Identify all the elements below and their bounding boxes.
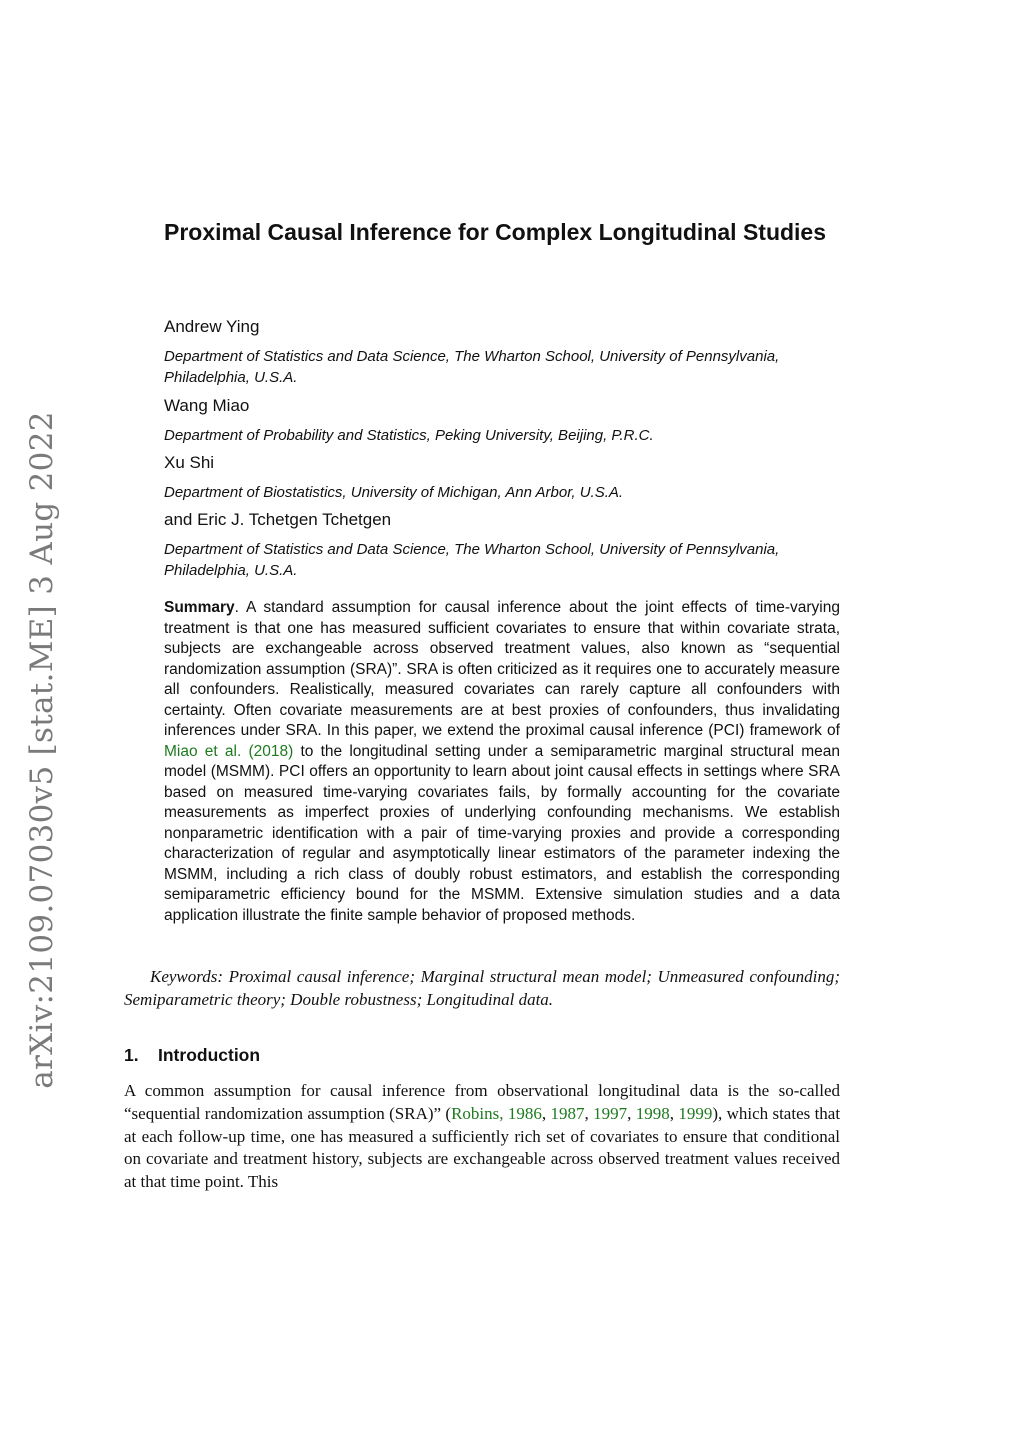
section-title: Introduction bbox=[158, 1045, 261, 1065]
intro-text: A common assumption for causal inference from observational longitudinal data is the so-called “sequential randomization assumption (SRA)” ( bbox=[124, 1081, 840, 1123]
citation-separator: , bbox=[627, 1103, 636, 1123]
intro-paragraph bbox=[124, 1080, 840, 1194]
paper-title: Proximal Causal Inference for Complex Longitudinal Studies bbox=[164, 219, 827, 245]
citation-link[interactable]: Miao et al. (2018) bbox=[164, 742, 294, 760]
citation-link[interactable]: 1998 bbox=[635, 1103, 670, 1123]
author-affiliation: Department of Statistics and Data Science, The Wharton School, University of Pennsylvania, Philadelphia, U.S.A. bbox=[164, 348, 780, 386]
citation-separator: , bbox=[669, 1103, 679, 1123]
abstract-text: . A standard assumption for causal inference about the joint effects of time-varying treatment is that one has measured sufficient covariates to ensure that within covariate strata, subjects are exchangeable across observed treatment values, also known as “sequential randomization assumption (SRA)”. SRA is often criticized as it requires one to accurately measure all confounders. Realistically, measured covariates can rarely capture all confounders with certainty. Often covariate measurements are at best proxies of confounders, thus invalidating inferences under SRA. In this paper, we extend the proximal causal inference (PCI) framework of bbox=[164, 599, 840, 739]
author-name: Andrew Ying bbox=[164, 317, 260, 336]
author-name: Xu Shi bbox=[164, 453, 215, 472]
citation-link[interactable]: 1997 bbox=[593, 1103, 628, 1123]
keywords: Keywords: Proximal causal inference; Marginal structural mean model; Unmeasured confounding; Semiparametric theory; Double robustness; Longitudinal data. bbox=[124, 967, 840, 1009]
author-affiliation: Department of Probability and Statistics, Peking University, Beijing, P.R.C. bbox=[164, 427, 654, 444]
abstract-text: to the longitudinal setting under a semiparametric marginal structural mean model (MSMM). PCI offers an opportunity to learn about joint causal effects in settings where SRA based on measured time-varying covariates fails, by formally accounting for the covariate measurements as imperfect proxies of underlying confounding mechanisms. We establish nonparametric identification with a pair of time-varying proxies and provide a corresponding characterization of regular and asymptotically linear estimators of the parameter indexing the MSMM, including a rich class of doubly robust estimators, and establish the corresponding semiparametric efficiency bound for the MSMM. Extensive simulation studies and a data application illustrate the finite sample behavior of proposed methods. bbox=[164, 742, 840, 924]
citation-link[interactable]: 1999 bbox=[678, 1103, 713, 1123]
citation-separator: , bbox=[541, 1103, 551, 1123]
section-heading bbox=[124, 1044, 260, 1066]
citation-link[interactable]: 1987 bbox=[550, 1103, 585, 1123]
arxiv-stamp: arXiv:2109.07030v5 [stat.ME] 3 Aug 2022 bbox=[24, 411, 60, 1089]
citation-link[interactable]: Robins, 1986 bbox=[451, 1103, 542, 1123]
section-number: 1. bbox=[124, 1045, 139, 1065]
abstract bbox=[164, 598, 840, 926]
citation-separator: , bbox=[584, 1103, 594, 1123]
intro-text: ), which states that at each follow-up time, one has measured a sufficiently rich set of covariates to ensure that conditional on covariate and treatment history, subjects are exchangeable across observed treatment values received at that time point. This bbox=[124, 1103, 841, 1192]
abstract-label: Summary bbox=[164, 599, 235, 616]
author-name: and Eric J. Tchetgen Tchetgen bbox=[164, 510, 392, 529]
author-name: Wang Miao bbox=[164, 396, 250, 415]
author-affiliation: Department of Statistics and Data Science, The Wharton School, University of Pennsylvania, Philadelphia, U.S.A. bbox=[164, 541, 780, 579]
author-affiliation: Department of Biostatistics, University of Michigan, Ann Arbor, U.S.A. bbox=[164, 484, 624, 501]
